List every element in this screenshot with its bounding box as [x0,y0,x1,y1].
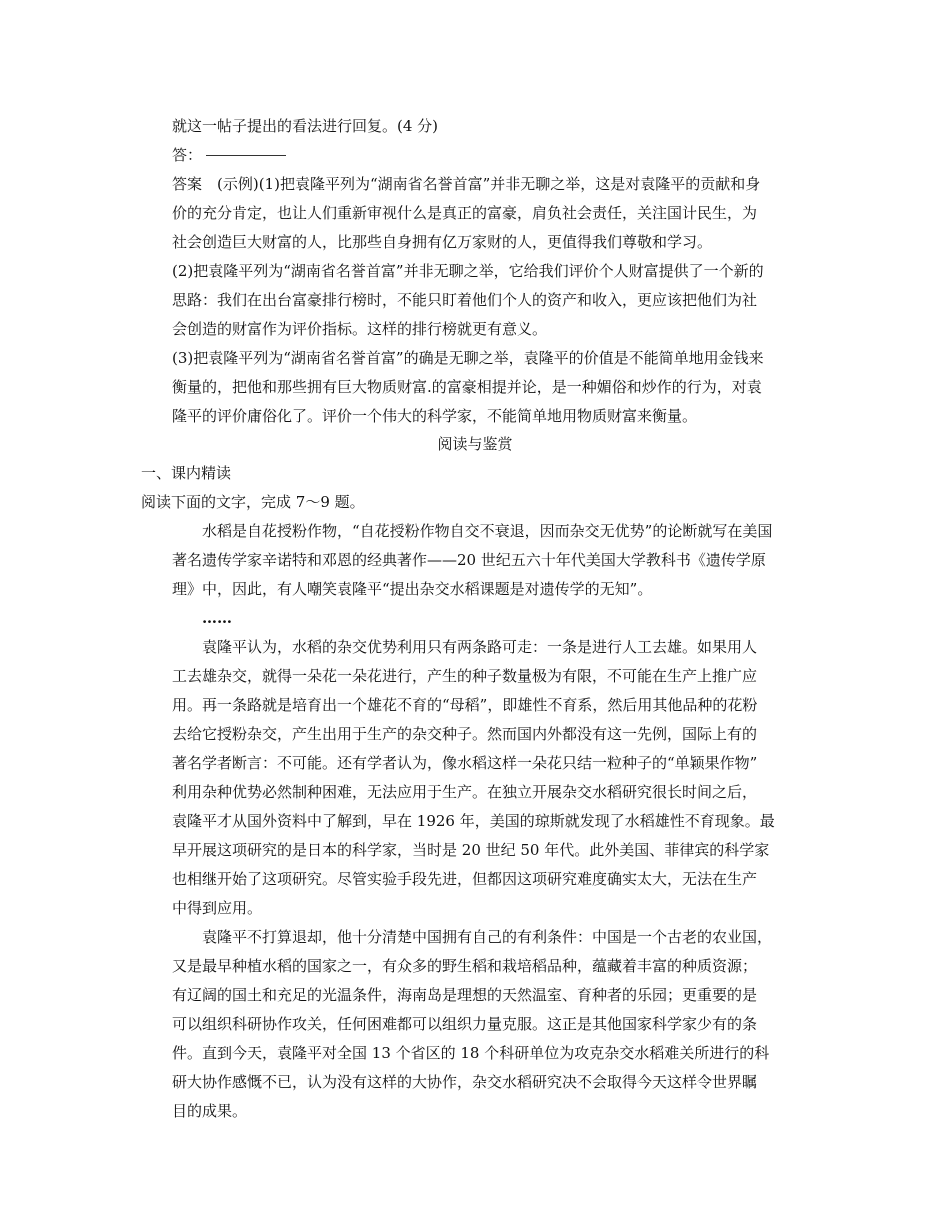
answer-field-line [172,141,812,170]
passage-line: 目的成果。 [172,1102,248,1120]
passage-line: 又是最早种植水稻的国家之一，有众多的野生稻和栽培稻品种，蕴藏着丰富的种质资源； [172,957,758,975]
question-intro [172,112,812,170]
answer-block [172,170,812,431]
passage-paragraph-2 [172,633,812,923]
passage-line: 水稻是自花授粉作物，“自花授粉作物自交不衰退，因而杂交无优势”的论断就写在美国 [202,522,773,540]
passage-line: 早开展这项研究的是日本的科学家，当时是 20 世纪 50 年代。此外美国、菲律宾的科学家 [172,841,770,859]
answer-line: 隆平的评价庸俗化了。评价一个伟大的科学家，不能简单地用物质财富来衡量。 [172,407,698,425]
answer-blank [206,155,286,156]
section-heading: 一、课内精读 [141,464,232,482]
passage-line: 袁隆平才从国外资料中了解到，早在 1926 年，美国的琼斯就发现了水稻雄性不育现象。最 [172,812,775,830]
section-heading-block [141,459,781,517]
passage-line: 用。再一条路就是培育出一个雄花不育的“母稻”，即雄性不育系，然后用其他品种的花粉 [172,696,758,714]
passage-line: 工去雄杂交，就得一朵花一朵花进行，产生的种子数量极为有限，不可能在生产上推广应 [172,667,758,685]
passage-line: 可以组织科研协作攻关，任何困难都可以组织力量克服。这正是其他国家科学家少有的条 [172,1015,758,1033]
answer-line: 社会创造巨大财富的人，比那些自身拥有亿万家财的人，更值得我们尊敬和学习。 [172,233,713,251]
answer-line: 衡量的，把他和那些拥有巨大物质财富.的富豪相提并论，是一种媚俗和炒作的行为，对袁 [172,378,762,396]
passage-line: 研大协作感慨不已，认为没有这样的大协作，杂交水稻研究决不会取得今天这样令世界瞩 [172,1073,758,1091]
passage-line: 袁隆平认为，水稻的杂交优势利用只有两条路可走：一条是进行人工去雄。如果用人 [202,638,758,656]
passage-line: 利用杂种优势必然制种困难，无法应用于生产。在独立开展杂交水稻研究很长时间之后， [172,783,758,801]
passage-line: 著名学者断言：不可能。还有学者认为，像水稻这样一朵花只结一粒种子的“单颖果作物” [172,754,758,772]
passage-line: 著名遗传学家辛诺特和邓恩的经典著作——20 世纪五六十年代美国大学教科书《遗传学原 [172,551,766,569]
passage-line: 理》中，因此，有人嘲笑袁隆平“提出杂交水稻课题是对遗传学的无知”。 [172,580,653,598]
answer-line: (3)把袁隆平列为“湖南省名誉首富”的确是无聊之举，袁隆平的价值是不能简单地用金钱来 [172,349,764,367]
answer-line: (2)把袁隆平列为“湖南省名誉首富”并非无聊之举，它给我们评价个人财富提供了一个新的 [172,262,764,280]
answer-line: 答案 (示例)(1)把袁隆平列为“湖南省名誉首富”并非无聊之举，这是对袁隆平的贡献和身 [172,175,761,193]
passage-ellipsis: …… [202,609,232,627]
passage-line: 也相继开始了这项研究。尽管实验手段先进，但都因这项研究难度确实太大，无法在生产 [172,870,758,888]
passage-paragraph-3 [172,923,812,1126]
answer-label: 答： [172,146,203,164]
passage-paragraph-1 [172,517,812,633]
passage-line: 件。直到今天，袁隆平对全国 13 个省区的 18 个科研单位为攻克杂交水稻难关所进行的科 [172,1044,770,1062]
answer-line: 会创造的财富作为评价指标。这样的排行榜就更有意义。 [172,320,548,338]
passage-line: 袁隆平不打算退却，他十分清楚中国拥有自己的有利条件：中国是一个古老的农业国， [202,928,773,946]
passage-line: 去给它授粉杂交，产生出用于生产的杂交种子。然而国内外都没有这一先例，国际上有的 [172,725,758,743]
section-title: 阅读与鉴赏 [437,435,513,453]
answer-line: 价的充分肯定，也让人们重新审视什么是真正的富豪，肩负社会责任，关注国计民生，为 [172,204,758,222]
passage-line: 中得到应用。 [172,899,263,917]
answer-line: 思路：我们在出台富豪排行榜时，不能只盯着他们个人的资产和收入，更应该把他们为社 [172,291,758,309]
reading-instruction: 阅读下面的文字，完成 7～9 题。 [141,493,365,511]
question-prompt: 就这一帖子提出的看法进行回复。(4 分) [172,117,439,135]
passage-line: 有辽阔的国土和充足的光温条件，海南岛是理想的天然温室、育种者的乐园；更重要的是 [172,986,758,1004]
